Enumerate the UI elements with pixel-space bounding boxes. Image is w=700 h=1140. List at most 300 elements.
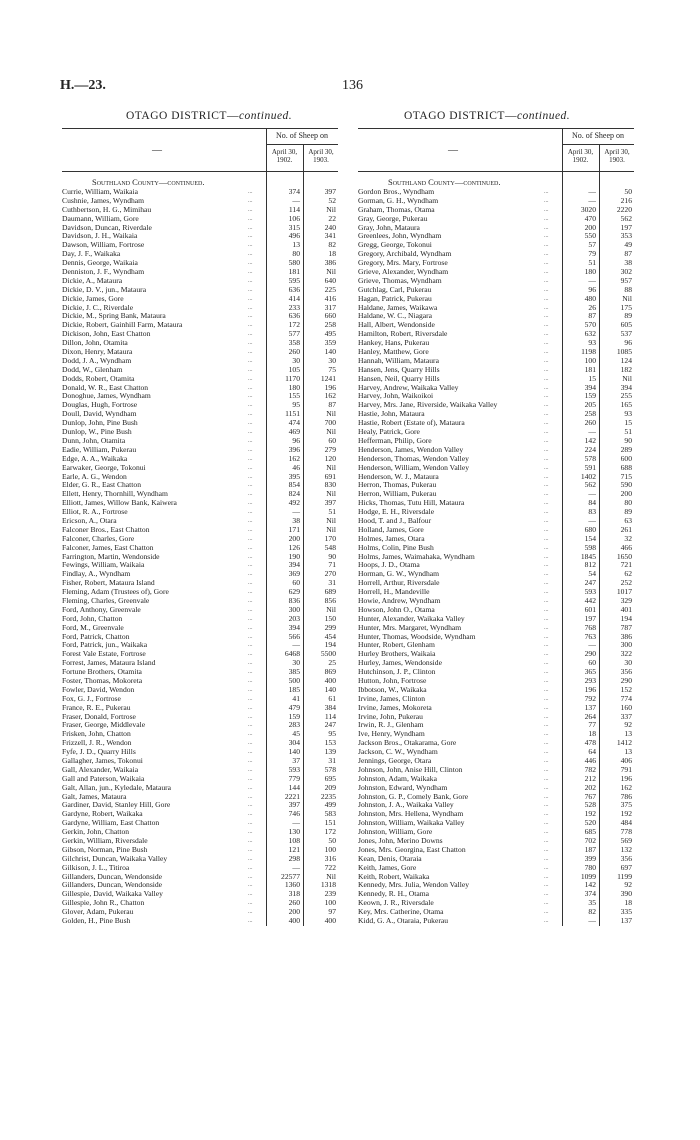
sheep-1903: 600 bbox=[620, 453, 632, 463]
leader-dots: ... bbox=[248, 313, 253, 320]
sheep-1902: 290 bbox=[584, 649, 596, 659]
sheep-1903: 31 bbox=[328, 756, 336, 765]
leader-dots: ... bbox=[544, 589, 549, 596]
leader-dots: ... bbox=[248, 873, 253, 880]
sheep-1902: 469 bbox=[288, 427, 300, 437]
owner-name: Gall and Paterson, Waikaia bbox=[62, 774, 145, 783]
sheep-1903: 261 bbox=[620, 524, 632, 534]
leader-dots: ... bbox=[544, 909, 549, 916]
sheep-1902: 187 bbox=[584, 844, 596, 854]
owner-name: Earle, A. G., Wendon bbox=[62, 472, 127, 481]
sheep-1903: Nil bbox=[326, 604, 336, 614]
sheep-1902: 414 bbox=[288, 293, 300, 303]
sheep-1902: 212 bbox=[584, 773, 596, 783]
table-header bbox=[62, 128, 338, 172]
sheep-1902: 442 bbox=[584, 595, 596, 605]
owner-name: Doull, David, Wyndham bbox=[62, 410, 137, 419]
sheep-1902: 365 bbox=[584, 667, 596, 677]
sheep-1902: 260 bbox=[288, 898, 300, 908]
leader-dots: ... bbox=[544, 749, 549, 756]
leader-dots: ... bbox=[248, 349, 253, 356]
leader-dots: ... bbox=[544, 375, 549, 382]
owner-name: Dunlop, John, Pine Bush bbox=[62, 419, 138, 428]
owner-name: Gardiner, David, Stanley Hill, Gore bbox=[62, 801, 171, 810]
leader-dots: ... bbox=[544, 446, 549, 453]
leader-dots: ... bbox=[248, 580, 253, 587]
leader-dots: ... bbox=[248, 731, 253, 738]
owner-name: Farrington, Martin, Wendonside bbox=[62, 552, 160, 561]
leader-dots: ... bbox=[248, 802, 253, 809]
sheep-1902: 197 bbox=[584, 613, 596, 623]
sheep-1903: 691 bbox=[324, 471, 336, 481]
sheep-1902: 394 bbox=[584, 382, 596, 392]
sheep-1902: 470 bbox=[584, 213, 596, 223]
owner-name: Ford, John, Chatton bbox=[62, 614, 123, 623]
leader-dots: ... bbox=[544, 286, 549, 293]
sheep-1902: 205 bbox=[584, 400, 596, 410]
sheep-1902: 3020 bbox=[580, 204, 596, 214]
sheep-1903: 92 bbox=[624, 720, 632, 730]
owner-name: Horman, G. W., Wyndham bbox=[358, 570, 440, 579]
sheep-1902: 200 bbox=[584, 222, 596, 232]
leader-dots: ... bbox=[248, 340, 253, 347]
sheep-1903: 1318 bbox=[320, 880, 336, 890]
leader-dots: ... bbox=[544, 482, 549, 489]
leader-dots: ... bbox=[248, 206, 253, 213]
sheep-1902: 100 bbox=[584, 355, 596, 365]
leader-dots: ... bbox=[544, 322, 549, 329]
sheep-1902: 57 bbox=[588, 240, 596, 250]
left-title-suffix: continued. bbox=[238, 110, 293, 122]
leader-dots: ... bbox=[248, 429, 253, 436]
sheep-1903: 151 bbox=[324, 818, 336, 828]
leader-dots: ... bbox=[248, 704, 253, 711]
leader-dots: ... bbox=[544, 784, 549, 791]
sheep-1902: — bbox=[588, 187, 596, 196]
sheep-1902: 358 bbox=[288, 338, 300, 348]
leader-dots: ... bbox=[248, 535, 253, 542]
sheep-1903: 89 bbox=[624, 311, 632, 321]
leader-dots: ... bbox=[248, 633, 253, 640]
leader-dots: ... bbox=[544, 366, 549, 373]
sheep-1903: 787 bbox=[620, 622, 632, 632]
sheep-1902: 593 bbox=[288, 764, 300, 774]
leader-dots: ... bbox=[544, 429, 549, 436]
owner-name: Dodd, J. A., Wyndham bbox=[62, 356, 132, 365]
sheep-1902: 26 bbox=[588, 302, 596, 312]
sheep-1902: 854 bbox=[288, 480, 300, 490]
owner-name: Johnston, Edward, Wyndham bbox=[358, 783, 448, 792]
sheep-1903: 209 bbox=[324, 782, 336, 792]
sheep-1903: 196 bbox=[324, 382, 336, 392]
leader-dots: ... bbox=[544, 695, 549, 702]
sheep-1903: 1650 bbox=[616, 551, 632, 561]
leader-dots: ... bbox=[544, 224, 549, 231]
leader-dots: ... bbox=[248, 526, 253, 533]
owner-name: Glover, Adam, Pukerau bbox=[62, 908, 134, 917]
owner-name: Earwaker, George, Tokonui bbox=[62, 463, 146, 472]
sheep-1903: 152 bbox=[620, 684, 632, 694]
leader-dots: ... bbox=[544, 473, 549, 480]
sheep-1902: 374 bbox=[584, 889, 596, 899]
sheep-1903: 700 bbox=[324, 418, 336, 428]
sheep-1903: 252 bbox=[620, 578, 632, 588]
leader-dots: ... bbox=[248, 509, 253, 516]
sheep-1902: 500 bbox=[288, 675, 300, 685]
sheep-1903: 721 bbox=[620, 560, 632, 570]
sheep-1902: 1151 bbox=[285, 409, 300, 419]
sheep-1902: 181 bbox=[288, 267, 300, 277]
leader-dots: ... bbox=[248, 357, 253, 364]
sheep-1902: 767 bbox=[584, 791, 596, 801]
sheep-1902: 154 bbox=[584, 533, 596, 543]
leader-dots: ... bbox=[248, 766, 253, 773]
sheep-1903: 150 bbox=[324, 613, 336, 623]
sheep-1903: 32 bbox=[624, 533, 632, 543]
sheep-1902: 812 bbox=[584, 560, 596, 570]
sheep-1903: 569 bbox=[620, 836, 632, 846]
owner-name: Fleming, Charles, Greenvale bbox=[62, 596, 150, 605]
sheep-1903: 1085 bbox=[616, 347, 632, 357]
sheep-1902: 18 bbox=[588, 729, 596, 739]
sheep-1903: 137 bbox=[620, 916, 632, 926]
owner-name: Irvine, John, Pukerau bbox=[358, 712, 423, 721]
leader-dots: ... bbox=[544, 624, 549, 631]
owner-name: Johnston, G. P., Comely Bank, Gore bbox=[358, 792, 469, 801]
sheep-1902: 60 bbox=[292, 578, 300, 588]
leader-dots: ... bbox=[544, 900, 549, 907]
sheep-1903: 715 bbox=[620, 471, 632, 481]
owner-name: Hutton, John, Fortrose bbox=[358, 676, 427, 685]
leader-dots: ... bbox=[248, 597, 253, 604]
leader-dots: ... bbox=[544, 544, 549, 551]
owner-name: Gibson, Norman, Pine Bush bbox=[62, 845, 148, 854]
sheep-1902: 190 bbox=[288, 551, 300, 561]
sheep-1902: — bbox=[292, 862, 300, 872]
owner-name: Galt, James, Mataura bbox=[62, 792, 127, 801]
sheep-1902: 192 bbox=[584, 809, 596, 819]
leader-dots: ... bbox=[248, 411, 253, 418]
sheep-1903: Nil bbox=[326, 871, 336, 881]
owner-name: Horrell, H., Mandeville bbox=[358, 588, 430, 597]
owner-name: Gregg, George, Tokonui bbox=[358, 241, 432, 250]
leader-dots: ... bbox=[544, 918, 549, 925]
owner-name: Hurley Brothers, Waikaia bbox=[358, 650, 436, 659]
sheep-1902: — bbox=[588, 489, 596, 499]
leader-dots: ... bbox=[248, 615, 253, 622]
sheep-1903: 22 bbox=[328, 213, 336, 223]
leader-dots: ... bbox=[544, 615, 549, 622]
sheep-1902: 591 bbox=[584, 462, 596, 472]
sheep-1903: 196 bbox=[620, 773, 632, 783]
leader-dots: ... bbox=[544, 526, 549, 533]
sheep-1903: 50 bbox=[328, 836, 336, 846]
sheep-1902: 35 bbox=[588, 898, 596, 908]
leader-dots: ... bbox=[248, 749, 253, 756]
sheep-1902: 395 bbox=[288, 471, 300, 481]
name-column-header: — bbox=[448, 145, 458, 156]
sheep-1903: 18 bbox=[624, 898, 632, 908]
owner-name: Gilchrist, Duncan, Waikaka Valley bbox=[62, 854, 168, 863]
sheep-1903: 359 bbox=[324, 338, 336, 348]
sheep-count-header: No. of Sheep on bbox=[276, 131, 328, 140]
leader-dots: ... bbox=[248, 473, 253, 480]
sheep-1902: — bbox=[588, 195, 596, 205]
owner-name: Johnston, J. A., Waikaka Valley bbox=[358, 801, 454, 810]
leader-dots: ... bbox=[544, 571, 549, 578]
sheep-1903: 499 bbox=[324, 800, 336, 810]
leader-dots: ... bbox=[544, 873, 549, 880]
sheep-1902: 478 bbox=[584, 738, 596, 748]
left-table bbox=[62, 128, 338, 926]
leader-dots: ... bbox=[544, 411, 549, 418]
sheep-1903: 289 bbox=[620, 444, 632, 454]
sheep-1903: 114 bbox=[324, 711, 336, 721]
leader-dots: ... bbox=[248, 500, 253, 507]
sheep-1902: 247 bbox=[584, 578, 596, 588]
sheep-1903: 75 bbox=[328, 364, 336, 374]
sheep-1902: 260 bbox=[584, 418, 596, 428]
leader-dots: ... bbox=[248, 722, 253, 729]
leader-dots: ... bbox=[248, 918, 253, 925]
leader-dots: ... bbox=[248, 562, 253, 569]
sheep-1902: — bbox=[588, 515, 596, 525]
owner-name: Ford, Patrick, jun., Waikaka bbox=[62, 641, 148, 650]
owner-name: Dickie, J. C., Riverdale bbox=[62, 303, 134, 312]
owner-name: Fraser, George, Middlevale bbox=[62, 721, 146, 730]
owner-name: Ford, Anthony, Greenvale bbox=[62, 605, 141, 614]
sheep-1903: Nil bbox=[326, 427, 336, 437]
sheep-1903: 2220 bbox=[616, 204, 632, 214]
sheep-1903: 258 bbox=[324, 320, 336, 330]
table-row bbox=[62, 917, 338, 926]
owner-name: Frisken, John, Chatton bbox=[62, 730, 131, 739]
sheep-1903: 957 bbox=[620, 275, 632, 285]
sheep-1903: 1412 bbox=[616, 738, 632, 748]
leader-dots: ... bbox=[248, 286, 253, 293]
leader-dots: ... bbox=[248, 660, 253, 667]
sheep-1903: 18 bbox=[328, 249, 336, 259]
owner-name: Hoops, J. D., Otama bbox=[358, 561, 420, 570]
sheep-1903: 317 bbox=[324, 302, 336, 312]
sheep-1902: — bbox=[588, 427, 596, 437]
sheep-1903: 31 bbox=[328, 578, 336, 588]
sheep-1902: 200 bbox=[288, 533, 300, 543]
sheep-1902: 598 bbox=[584, 542, 596, 552]
sheep-1902: 144 bbox=[288, 782, 300, 792]
sheep-1902: 13 bbox=[292, 240, 300, 250]
leader-dots: ... bbox=[248, 277, 253, 284]
sheep-1902: 480 bbox=[584, 293, 596, 303]
owner-name: Hamilton, Robert, Riversdale bbox=[358, 330, 448, 339]
owner-name: Keown, J. R., Riversdale bbox=[358, 899, 434, 908]
owner-name: Henderson, Thomas, Wendon Valley bbox=[358, 454, 469, 463]
sheep-1903: 583 bbox=[324, 809, 336, 819]
sheep-1903: 50 bbox=[624, 187, 632, 196]
sheep-1902: 126 bbox=[288, 542, 300, 552]
sheep-1903: 406 bbox=[620, 756, 632, 765]
sheep-1903: 401 bbox=[620, 604, 632, 614]
leader-dots: ... bbox=[248, 215, 253, 222]
leader-dots: ... bbox=[248, 224, 253, 231]
sheep-1902: 172 bbox=[288, 320, 300, 330]
owner-name: Golden, H., Pine Bush bbox=[62, 917, 131, 926]
leader-dots: ... bbox=[248, 455, 253, 462]
owner-name: Edge, A. A., Waikaka bbox=[62, 454, 128, 463]
owner-name: Forrest, James, Mataura Island bbox=[62, 659, 156, 668]
sheep-1903: 124 bbox=[620, 355, 632, 365]
sheep-1903: Nil bbox=[326, 524, 336, 534]
leader-dots: ... bbox=[544, 597, 549, 604]
leader-dots: ... bbox=[248, 437, 253, 444]
sheep-1903: 82 bbox=[328, 240, 336, 250]
sheep-1902: 836 bbox=[288, 595, 300, 605]
sheep-1903: 162 bbox=[620, 782, 632, 792]
sheep-1903: 302 bbox=[620, 267, 632, 277]
sheep-1903: 90 bbox=[624, 435, 632, 445]
sheep-1903: 97 bbox=[328, 907, 336, 917]
sheep-1902: 1099 bbox=[580, 871, 596, 881]
leader-dots: ... bbox=[544, 704, 549, 711]
sheep-1902: 374 bbox=[288, 187, 300, 196]
leader-dots: ... bbox=[544, 304, 549, 311]
leader-dots: ... bbox=[248, 384, 253, 391]
sheep-1903: 454 bbox=[324, 631, 336, 641]
sheep-1903: Nil bbox=[622, 293, 632, 303]
leader-dots: ... bbox=[544, 838, 549, 845]
leader-dots: ... bbox=[248, 686, 253, 693]
sheep-1903: 590 bbox=[620, 480, 632, 490]
leader-dots: ... bbox=[544, 820, 549, 827]
sheep-1903: 856 bbox=[324, 595, 336, 605]
sheep-1902: 159 bbox=[584, 391, 596, 401]
sheep-1903: 239 bbox=[324, 889, 336, 899]
leader-dots: ... bbox=[248, 260, 253, 267]
owner-name: Dickie, M., Spring Bank, Mataura bbox=[62, 312, 166, 321]
sheep-1903: 89 bbox=[624, 507, 632, 517]
leader-dots: ... bbox=[544, 535, 549, 542]
sheep-1903: 341 bbox=[324, 231, 336, 241]
owner-name: Davidson, J. H., Waikaia bbox=[62, 232, 138, 241]
sheep-1902: 137 bbox=[584, 702, 596, 712]
sheep-1903: 140 bbox=[324, 684, 336, 694]
leader-dots: ... bbox=[248, 624, 253, 631]
sheep-1903: Nil bbox=[326, 204, 336, 214]
owner-name: Holms, Colin, Pine Bush bbox=[358, 543, 434, 552]
leader-dots: ... bbox=[544, 464, 549, 471]
leader-dots: ... bbox=[544, 802, 549, 809]
sheep-1903: 87 bbox=[624, 249, 632, 259]
sheep-1902: 171 bbox=[288, 524, 300, 534]
sheep-1902: 636 bbox=[288, 311, 300, 321]
leader-dots: ... bbox=[248, 242, 253, 249]
leader-dots: ... bbox=[248, 642, 253, 649]
right-column-title bbox=[404, 110, 570, 122]
owner-name: Falconer, Charles, Gore bbox=[62, 534, 135, 543]
owner-name: Johnston, William, Gore bbox=[358, 828, 433, 837]
owner-name: Irwin, R. J., Glenham bbox=[358, 721, 424, 730]
owner-name: Fox, G. J., Fortrose bbox=[62, 694, 121, 703]
sheep-1903: 194 bbox=[324, 640, 336, 650]
owner-name: Gilkison, J. L., Titiroa bbox=[62, 863, 130, 872]
sheep-1902: 159 bbox=[288, 711, 300, 721]
owner-name: Hunter, Mrs. Margaret, Wyndham bbox=[358, 623, 462, 632]
owner-name: Kennedy, R. H., Otama bbox=[358, 890, 429, 899]
sheep-1902: 792 bbox=[584, 693, 596, 703]
table-row bbox=[358, 917, 634, 926]
sheep-1903: 279 bbox=[324, 444, 336, 454]
sheep-1903: Nil bbox=[326, 515, 336, 525]
sheep-1903: 61 bbox=[328, 693, 336, 703]
county-subheading: Southland County—continued. bbox=[388, 177, 501, 187]
leader-dots: ... bbox=[544, 633, 549, 640]
sheep-1903: 88 bbox=[624, 284, 632, 294]
sheep-1902: 180 bbox=[288, 382, 300, 392]
leader-dots: ... bbox=[248, 197, 253, 204]
owner-name: Ford, M., Greenvale bbox=[62, 623, 124, 632]
sheep-1903: 299 bbox=[324, 622, 336, 632]
sheep-1902: 385 bbox=[288, 667, 300, 677]
sheep-1903: 386 bbox=[620, 631, 632, 641]
owner-name: Dickie, James, Gore bbox=[62, 294, 124, 303]
owner-name: Graham, Thomas, Otama bbox=[358, 205, 435, 214]
sheep-1903: 49 bbox=[624, 240, 632, 250]
owner-name: Ive, Henry, Wyndham bbox=[358, 730, 425, 739]
leader-dots: ... bbox=[248, 402, 253, 409]
owner-name: Key, Mrs. Catherine, Otama bbox=[358, 908, 444, 917]
owner-name: Elliott, James, Willow Bank, Kaiwera bbox=[62, 499, 177, 508]
county-subheading: Southland County—continued. bbox=[92, 177, 205, 187]
owner-name: Dillon, John, Otamita bbox=[62, 339, 128, 348]
sheep-1902: 562 bbox=[584, 480, 596, 490]
sheep-1902: 79 bbox=[588, 249, 596, 259]
sheep-1902: 46 bbox=[292, 462, 300, 472]
leader-dots: ... bbox=[544, 722, 549, 729]
leader-dots: ... bbox=[248, 838, 253, 845]
sheep-1903: 197 bbox=[620, 222, 632, 232]
leader-dots: ... bbox=[544, 242, 549, 249]
owner-name: Falconer Bros., East Chatton bbox=[62, 525, 150, 534]
leader-dots: ... bbox=[544, 517, 549, 524]
sheep-1903: 356 bbox=[620, 667, 632, 677]
sheep-1902: 492 bbox=[288, 498, 300, 508]
sheep-1902: 22577 bbox=[281, 871, 300, 881]
sheep-1902: 114 bbox=[288, 204, 300, 214]
owner-name: Findlay, A., Wyndham bbox=[62, 570, 131, 579]
sheep-1903: 394 bbox=[620, 382, 632, 392]
sheep-1903: 484 bbox=[620, 818, 632, 828]
sheep-1903: 605 bbox=[620, 320, 632, 330]
owner-name: Gerkin, William, Riversdale bbox=[62, 837, 148, 846]
leader-dots: ... bbox=[544, 713, 549, 720]
sheep-1902: 30 bbox=[292, 658, 300, 668]
owner-name: Gerkin, John, Chatton bbox=[62, 828, 130, 837]
sheep-1903: 93 bbox=[624, 409, 632, 419]
owner-name: Fortune Brothers, Otamita bbox=[62, 668, 142, 677]
sheep-1903: 71 bbox=[328, 560, 336, 570]
leader-dots: ... bbox=[248, 864, 253, 871]
leader-dots: ... bbox=[544, 651, 549, 658]
leader-dots: ... bbox=[544, 295, 549, 302]
sheep-1902: 1402 bbox=[580, 471, 596, 481]
sheep-1902: 578 bbox=[584, 453, 596, 463]
date-1902-header: April 30, 1902. bbox=[567, 148, 594, 164]
leader-dots: ... bbox=[544, 553, 549, 560]
sheep-1903: 537 bbox=[620, 329, 632, 339]
sheep-1903: 300 bbox=[620, 640, 632, 650]
leader-dots: ... bbox=[248, 606, 253, 613]
leader-dots: ... bbox=[544, 233, 549, 240]
